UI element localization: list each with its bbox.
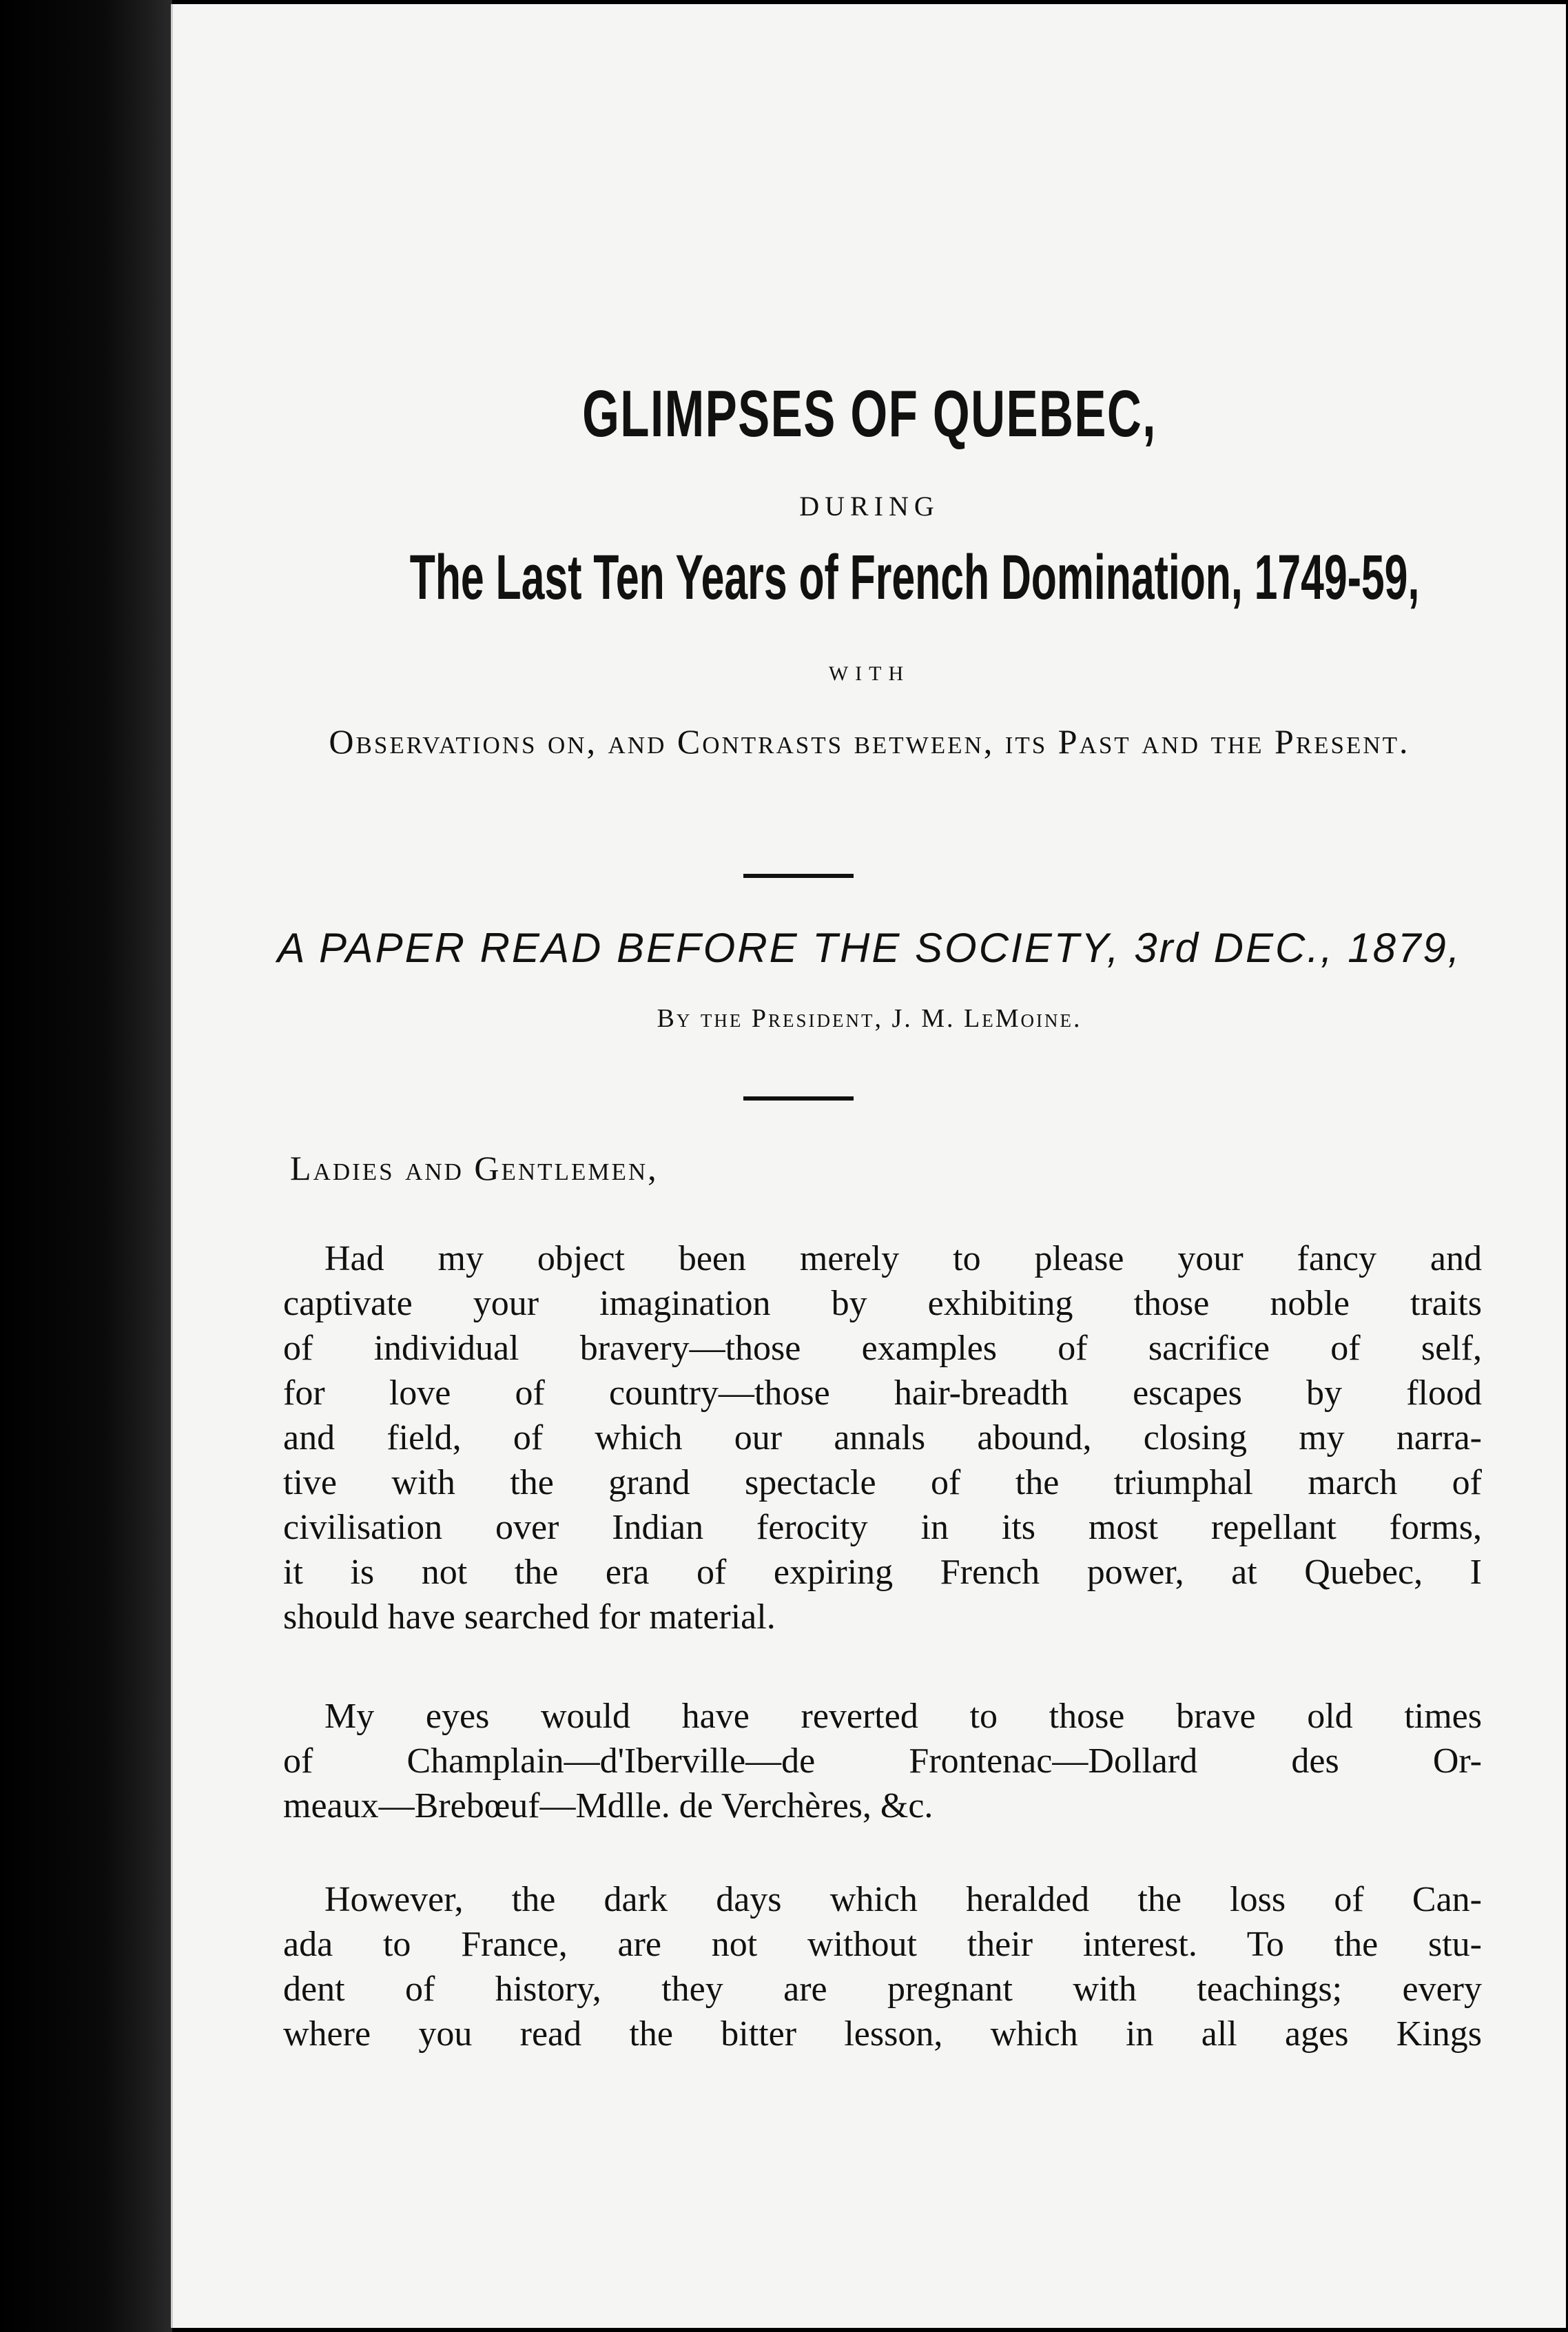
paragraph-line: captivate your imagination by exhibiting those noble traits	[283, 1284, 1482, 1323]
paper-read-heading: A PAPER READ BEFORE THE SOCIETY, 3rd DEC., 1879,	[277, 925, 1462, 971]
title-connector-with: WITH	[828, 662, 911, 685]
salutation: Ladies and Gentlemen,	[290, 1149, 659, 1187]
paragraph-line: should have searched for material.	[283, 1597, 776, 1637]
binding-edge	[0, 0, 172, 2332]
paragraph-line: of individual bravery—those examples of sacrifice of self,	[283, 1329, 1482, 1368]
body-paragraph	[283, 1694, 1482, 1828]
paragraph-line: dent of history, they are pregnant with teachings; every	[283, 1970, 1482, 2009]
paragraph-line: where you read the bitter lesson, which in all ages Kings	[283, 2014, 1482, 2054]
paragraph-line: However, the dark days which heralded the loss of Can-	[324, 1880, 1482, 1919]
document-title: GLIMPSES OF QUEBEC,	[582, 377, 1157, 451]
divider-rule	[743, 1096, 854, 1101]
paragraph-line: and field, of which our annals abound, closing my narra-	[283, 1418, 1482, 1458]
paragraph-line: civilisation over Indian ferocity in its most repellant forms,	[283, 1508, 1482, 1547]
title-connector-during: DURING	[799, 491, 940, 522]
divider-rule	[743, 874, 854, 878]
paragraph-line: for love of country—those hair-breadth escapes by flood	[283, 1373, 1482, 1413]
document-page	[171, 4, 1566, 2328]
paragraph-line: ada to France, are not without their interest. To the stu-	[283, 1925, 1482, 1964]
paragraph-line: tive with the grand spectacle of the triumphal march of	[283, 1463, 1482, 1502]
paragraph-line: it is not the era of expiring French power, at Quebec, I	[283, 1553, 1482, 1592]
subtitle-observations: Observations on, and Contrasts between, its Past and the Present.	[329, 722, 1410, 761]
paragraph-line: of Champlain—d'Iberville—de Frontenac—Dollard des Or-	[283, 1741, 1482, 1781]
paragraph-line: My eyes would have reverted to those brave old times	[324, 1697, 1482, 1736]
paragraph-line: Had my object been merely to please your fancy and	[324, 1239, 1482, 1278]
body-paragraph	[283, 1877, 1482, 2056]
document-subtitle: The Last Ten Years of French Domination, 1749-59,	[409, 542, 1420, 613]
author-byline: By the President, J. M. LeMoine.	[657, 1004, 1082, 1033]
body-paragraph	[283, 1236, 1482, 1639]
paragraph-line: meaux—Brebœuf—Mdlle. de Verchères, &c.	[283, 1786, 933, 1825]
